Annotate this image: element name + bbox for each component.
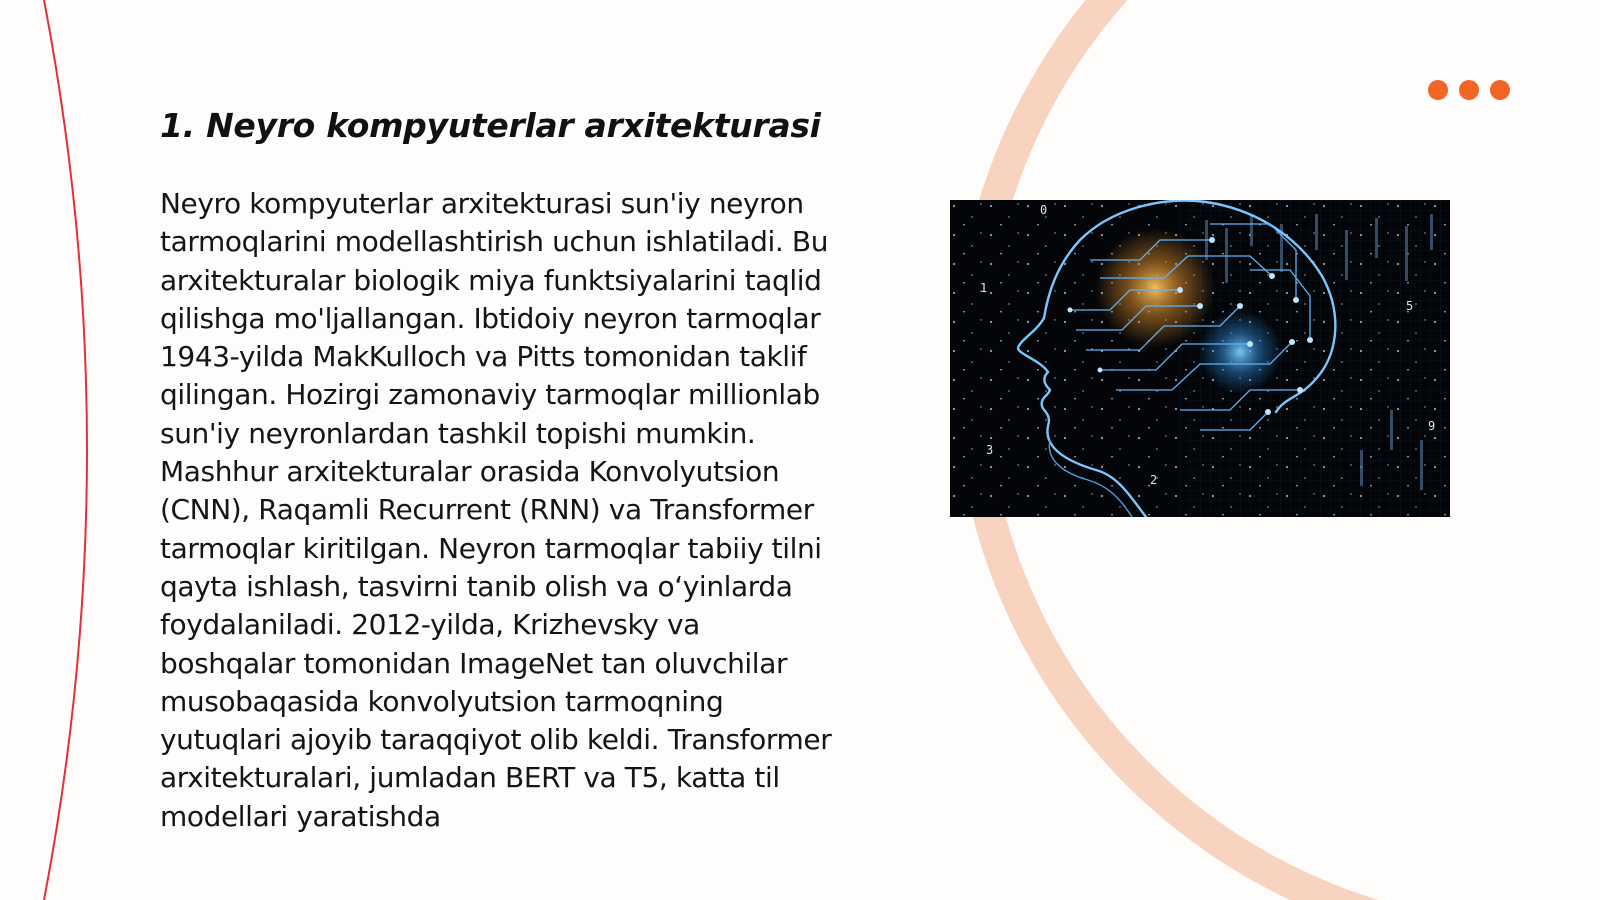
glyph-5: 3 [986, 443, 994, 457]
ai-brain-circuit-image [950, 200, 1450, 517]
three-dots-icon [1428, 80, 1510, 100]
red-curve-line [44, 0, 87, 900]
dot-2 [1459, 80, 1479, 100]
glyph-6: 9 [1428, 419, 1436, 433]
glyph-3: 1 [980, 281, 988, 295]
glyph-2: 2 [1150, 473, 1158, 487]
dot-3 [1490, 80, 1510, 100]
glyph-1: 0 [1040, 203, 1048, 217]
blue-glow [1198, 310, 1282, 394]
dot-1 [1428, 80, 1448, 100]
glyph-4: 5 [1406, 299, 1414, 313]
slide-title: 1. Neyro kompyuterlar arxitekturasi [160, 106, 821, 145]
slide-body-text: Neyro kompyuterlar arxitekturasi sun'iy neyron tarmoqlarini modellashtirish uchun ishlatiladi. Bu arxitekturalar biologik miya funktsiyalarini taqlid qilishga mo'ljallangan. Ibtidoiy neyron tarmoqlar 1943-yilda MakKulloch va Pitts tomonidan taklif qilingan. Hozirgi zamonaviy tarmoqlar millionlab sun'iy neyronlardan tashkil topishi mumkin. Mashhur arxitekturalar orasida Konvolyutsion (CNN), Raqamli Recurrent (RNN) va Transformer tarmoqlar kiritilgan. Neyron tarmoqlar tabiiy tilni qayta ishlash, tasvirni tanib olish va o‘yinlarda foydalaniladi. 2012-yilda, Krizhevsky va boshqalar tomonidan ImageNet tan oluvchilar musobaqasida konvolyutsion tarmoqning yutuqlari ajoyib taraqqiyot olib keldi. Transformer arxitekturalari, jumladan BERT va T5, katta til modellari yaratishda [160, 187, 832, 833]
